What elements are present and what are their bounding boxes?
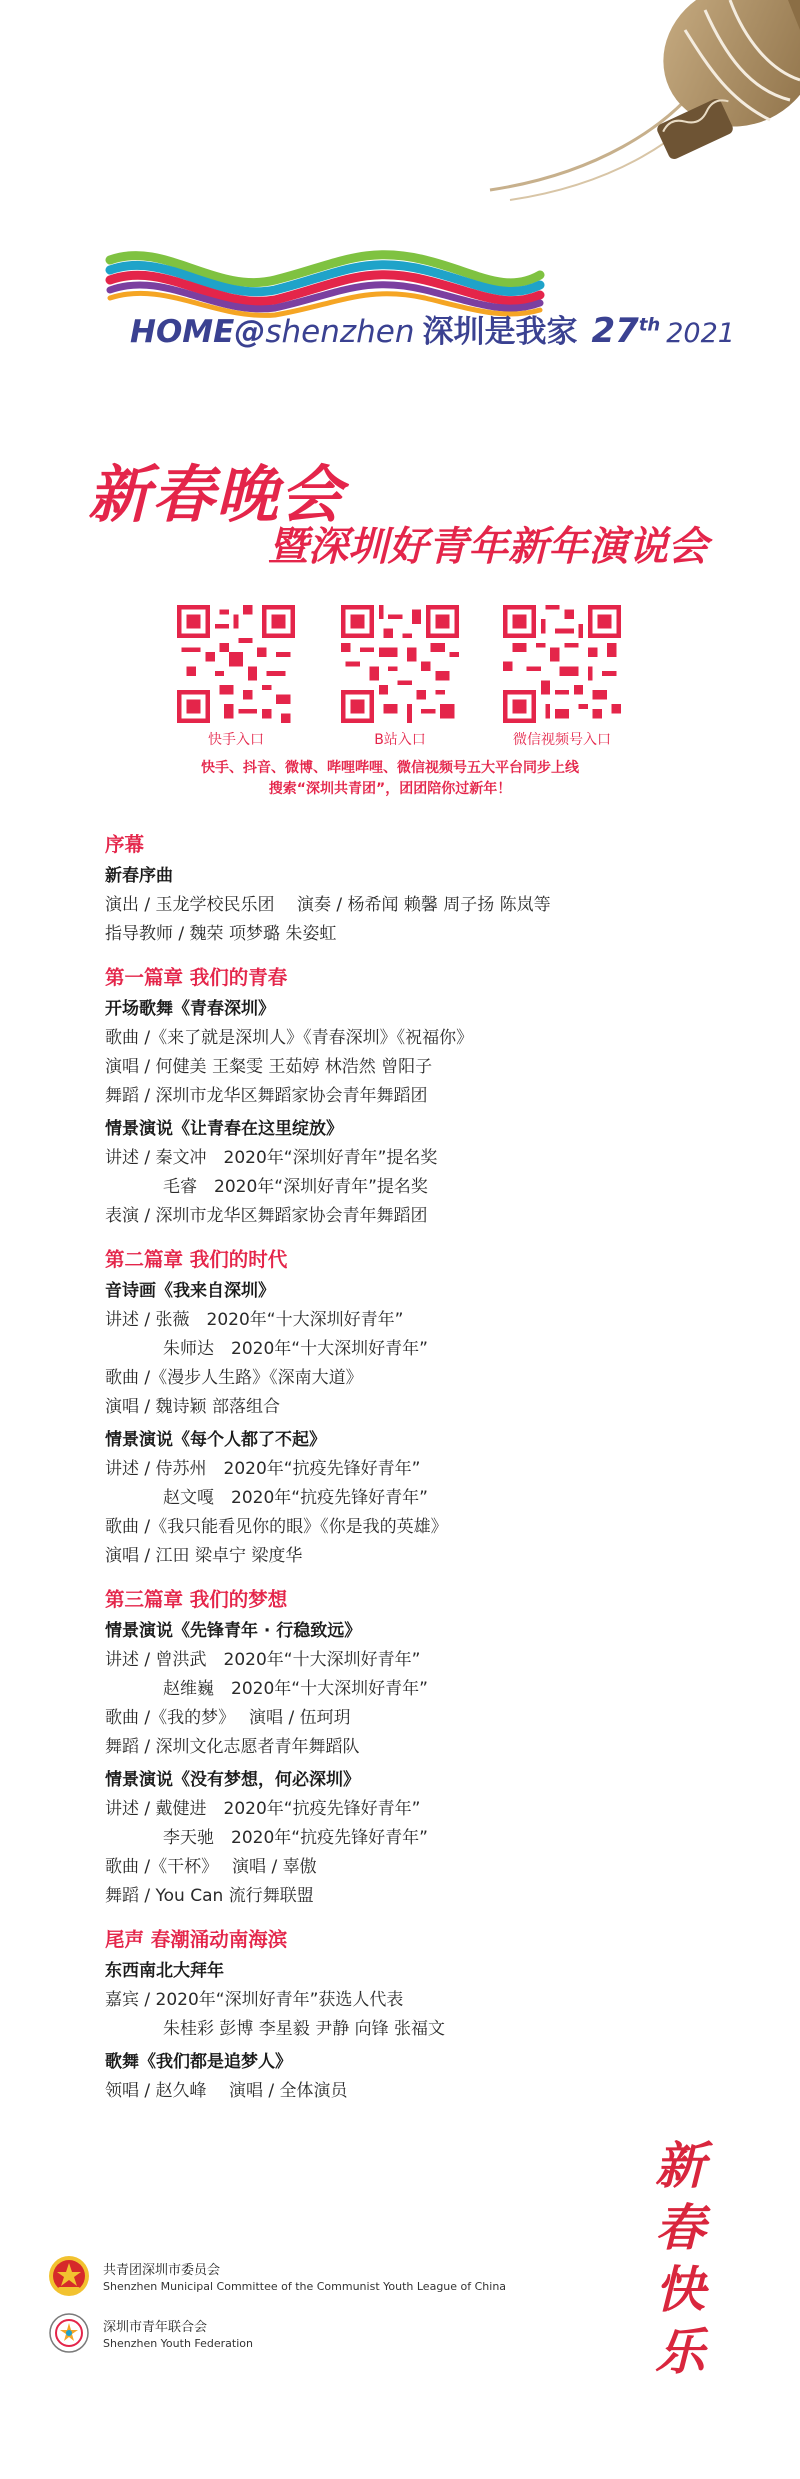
credit-line: 歌曲 /《干杯》 演唱 / 辜傲	[105, 1857, 317, 1877]
act-title: 情景演说《每个人都了不起》	[105, 1430, 326, 1450]
qr-bilibili[interactable]	[338, 605, 462, 749]
act-title: 开场歌舞《青春深圳》	[105, 999, 275, 1019]
credit-line: 演唱 / 魏诗颖 部落组合	[105, 1397, 280, 1417]
credit-line: 歌曲 /《我的梦》 演唱 / 伍珂玥	[105, 1708, 351, 1728]
credit-line: 领唱 / 赵久峰 演唱 / 全体演员	[105, 2081, 348, 2101]
qr-label: B站入口	[374, 732, 426, 748]
youth-federation-emblem-icon	[48, 2312, 90, 2354]
home-city: shenzhen	[265, 314, 415, 350]
calligraphy-char: 春	[655, 2198, 705, 2257]
act-title: 音诗画《我来自深圳》	[105, 1281, 275, 1301]
qr-label: 微信视频号入口	[513, 732, 611, 748]
organizer-name-cn: 共青团深圳市委员会	[103, 2263, 221, 2278]
youth-league-emblem-icon	[48, 2255, 90, 2297]
slogan: 深圳是我家	[422, 314, 578, 350]
credit-line: 毛睿 2020年“深圳好青年”提名奖	[163, 1177, 428, 1197]
credit-line: 歌曲 /《来了就是深圳人》《青春深圳》《祝福你》	[105, 1028, 474, 1048]
main-title: 新春晚会	[88, 458, 345, 531]
platform-note	[130, 758, 650, 800]
credit-line: 讲述 / 曾洪武 2020年“十大深圳好青年”	[105, 1650, 421, 1670]
calligraphy-char: 乐	[655, 2322, 705, 2381]
year: 2021	[666, 318, 735, 349]
credit-line: 演唱 / 何健美 王粲雯 王茹婷 林浩然 曾阳子	[105, 1057, 433, 1077]
credit-line: 朱桂彩 彭博 李星毅 尹静 向锋 张福文	[163, 2019, 446, 2039]
act-title: 情景演说《让青春在这里绽放》	[105, 1119, 343, 1139]
platform-note-line: 快手、抖音、微博、哔哩哔哩、微信视频号五大平台同步上线	[201, 760, 579, 776]
credit-line: 赵维巍 2020年“十大深圳好青年”	[163, 1679, 428, 1699]
act-title: 歌舞《我们都是追梦人》	[105, 2052, 292, 2072]
organizer-name-cn: 深圳市青年联合会	[103, 2320, 208, 2335]
sub-title: 暨深圳好青年新年演说会	[268, 524, 708, 570]
act-title: 新春序曲	[105, 866, 173, 886]
organizer-name-en: Shenzhen Municipal Committee of the Communist Youth League of China	[103, 2280, 507, 2293]
calligraphy-char: 快	[655, 2260, 705, 2319]
qr-wechat-channels[interactable]	[500, 605, 624, 749]
credit-line: 舞蹈 / You Can 流行舞联盟	[105, 1886, 314, 1906]
credit-line: 朱师达 2020年“十大深圳好青年”	[163, 1339, 428, 1359]
credit-line: 演唱 / 江田 梁卓宁 梁度华	[105, 1546, 303, 1566]
act-title: 情景演说《先锋青年 · 行稳致远》	[105, 1621, 362, 1641]
credit-line: 舞蹈 / 深圳文化志愿者青年舞蹈队	[105, 1737, 360, 1757]
organizer-name-en: Shenzhen Youth Federation	[103, 2337, 253, 2350]
home-prefix: HOME@	[130, 314, 266, 350]
credit-line: 讲述 / 戴健进 2020年“抗疫先锋好青年”	[105, 1799, 421, 1819]
credit-line: 舞蹈 / 深圳市龙华区舞蹈家协会青年舞蹈团	[105, 1086, 428, 1106]
credit-line: 演出 / 玉龙学校民乐团 演奏 / 杨希闻 赖馨 周子扬 陈岚等	[105, 895, 551, 915]
chapter-title: 第一篇章 我们的青春	[105, 966, 288, 989]
credit-line: 讲述 / 秦文冲 2020年“深圳好青年”提名奖	[105, 1148, 438, 1168]
credit-line: 李天驰 2020年“抗疫先锋好青年”	[163, 1828, 428, 1848]
qr-code-icon	[341, 605, 459, 723]
chapter-title: 尾声 春潮涌动南海滨	[105, 1928, 288, 1951]
credit-line: 嘉宾 / 2020年“深圳好青年”获选人代表	[105, 1990, 404, 2010]
program-list	[105, 828, 725, 2106]
qr-kuaishou[interactable]	[174, 605, 298, 749]
qr-code-icon	[503, 605, 621, 723]
act-title: 情景演说《没有梦想，何必深圳》	[105, 1770, 360, 1790]
credit-line: 歌曲 /《我只能看见你的眼》《你是我的英雄》	[105, 1517, 448, 1537]
qr-label: 快手入口	[208, 732, 264, 748]
edition-suffix: th	[638, 314, 661, 336]
chapter-title: 第二篇章 我们的时代	[105, 1248, 288, 1271]
home-shenzhen-logo	[130, 306, 735, 351]
credit-line: 赵文嘎 2020年“抗疫先锋好青年”	[163, 1488, 428, 1508]
platform-note-line: 搜索“深圳共青团”，团团陪你过新年！	[268, 781, 512, 797]
credit-line: 歌曲 /《漫步人生路》《深南大道》	[105, 1368, 363, 1388]
qr-code-icon	[177, 605, 295, 723]
lantern-decoration-icon	[470, 0, 800, 210]
chapter-title: 序幕	[105, 833, 145, 856]
calligraphy-char: 新	[655, 2136, 705, 2195]
credit-line: 讲述 / 侍苏州 2020年“抗疫先锋好青年”	[105, 1459, 421, 1479]
act-title: 东西南北大拜年	[105, 1961, 224, 1981]
credit-line: 讲述 / 张薇 2020年“十大深圳好青年”	[105, 1310, 404, 1330]
chapter-title: 第三篇章 我们的梦想	[105, 1588, 288, 1611]
edition-number: 27	[591, 311, 639, 351]
credit-line: 指导教师 / 魏荣 项梦璐 朱姿虹	[105, 924, 337, 944]
credit-line: 表演 / 深圳市龙华区舞蹈家协会青年舞蹈团	[105, 1206, 428, 1226]
new-year-calligraphy	[650, 2135, 710, 2383]
